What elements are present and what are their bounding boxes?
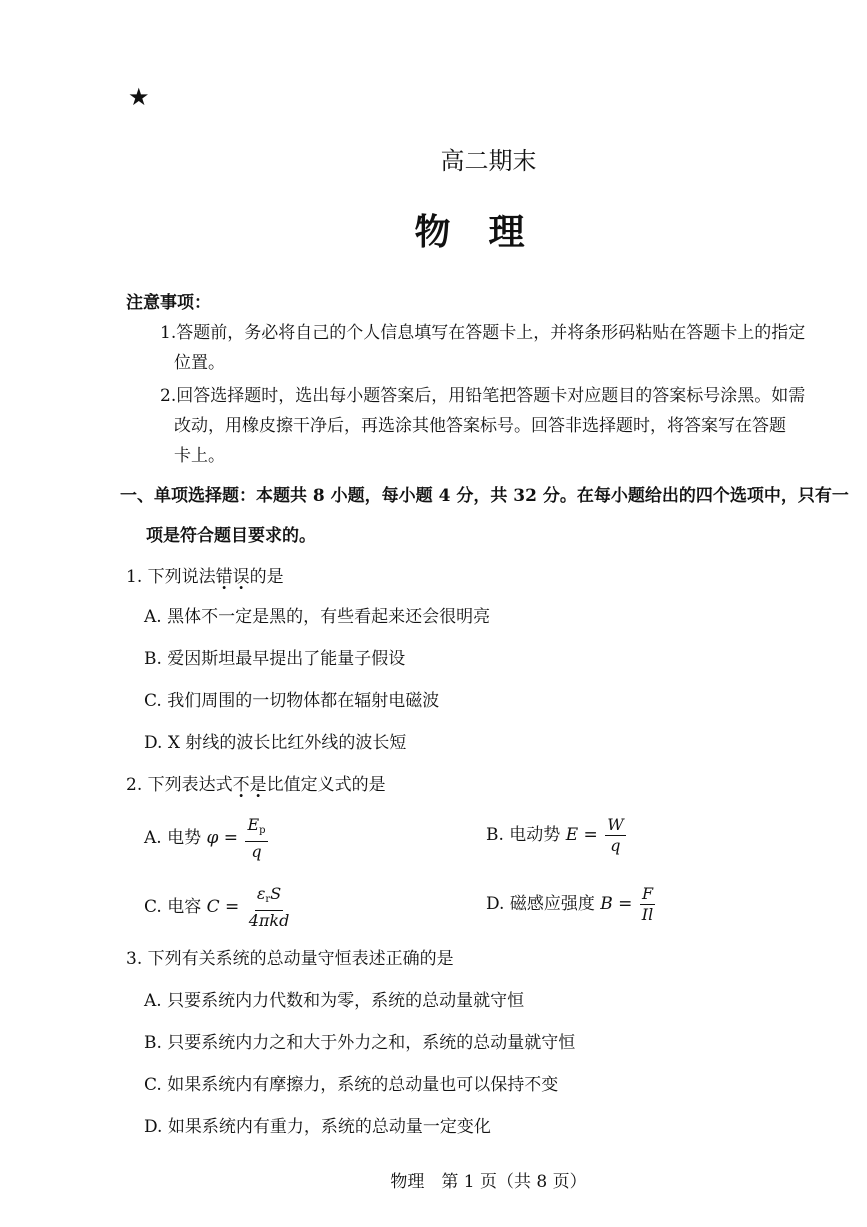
option-label: D. 磁感应强度 xyxy=(486,894,595,914)
question-2-option-c xyxy=(144,884,293,931)
notice-item-num: 2. xyxy=(160,386,177,406)
emphasis-dots xyxy=(233,775,267,795)
notice-item-line: 卡上。 xyxy=(174,446,225,466)
denominator: Il xyxy=(641,905,654,924)
notice-item-num: 1. xyxy=(160,323,177,343)
notice-item-line: 答题前，务必将自己的个人信息填写在答题卡上，并将条形码粘贴在答题卡上的指定 xyxy=(176,323,806,343)
question-1-option-a: A. 黑体不一定是黑的，有些看起来还会很明亮 xyxy=(144,607,491,627)
option-label: C. 电容 xyxy=(144,897,202,917)
subject-title: 物理 xyxy=(414,211,563,253)
notice-title: 注意事项： xyxy=(126,293,211,313)
question-2-stem xyxy=(126,772,386,798)
numerator: W xyxy=(607,815,624,834)
formula-fraction xyxy=(605,815,625,856)
question-3-option-d: D. 如果系统内有重力，系统的总动量一定变化 xyxy=(144,1117,491,1137)
stem-text: 2. 下列表达式 xyxy=(126,775,233,795)
formula-lhs: φ = xyxy=(206,828,239,848)
option-label: B. 电动势 xyxy=(486,825,561,845)
formula-fraction xyxy=(640,884,655,925)
numerator: E xyxy=(247,815,260,834)
emphasized-char: 错 xyxy=(215,567,233,587)
question-1-option-b: B. 爱因斯坦最早提出了能量子假设 xyxy=(144,649,406,669)
numerator: F xyxy=(641,884,654,903)
numerator: ε xyxy=(256,884,266,903)
notice-item-2 xyxy=(160,381,860,471)
emphasized-char: 是 xyxy=(249,775,267,795)
question-1-option-c: C. 我们周围的一切物体都在辐射电磁波 xyxy=(144,691,440,711)
numerator: S xyxy=(270,884,282,903)
option-label: A. 电势 xyxy=(144,828,202,848)
formula-lhs: B = xyxy=(600,894,633,914)
question-2-option-b xyxy=(486,815,628,856)
denominator: q xyxy=(610,836,621,855)
formula-fraction xyxy=(245,815,267,862)
page-footer: 物理 第 1 页（共 8 页） xyxy=(390,1172,587,1192)
question-3-option-b: B. 只要系统内力之和大于外力之和，系统的总动量就守恒 xyxy=(144,1033,576,1053)
denominator: 4πkd xyxy=(248,911,290,930)
denominator: q xyxy=(251,842,262,861)
question-3-option-c: C. 如果系统内有摩擦力，系统的总动量也可以保持不变 xyxy=(144,1075,559,1095)
notice-item-1 xyxy=(160,318,860,378)
notice-item-line: 回答选择题时，选出每小题答案后，用铅笔把答题卡对应题目的答案标号涂黑。如需 xyxy=(176,386,806,406)
formula-fraction xyxy=(247,884,292,931)
stem-text: 1. 下列说法 xyxy=(126,567,216,587)
notice-item-line: 位置。 xyxy=(174,353,225,373)
star-mark: ★ xyxy=(128,83,150,111)
formula-lhs: E = xyxy=(565,825,598,845)
formula-lhs: C = xyxy=(206,897,240,917)
section-heading-line-1: 一、单项选择题：本题共 8 小题，每小题 4 分，共 32 分。在每小题给出的四个选项中，只有一 xyxy=(120,486,849,506)
question-2-option-d xyxy=(486,884,657,925)
question-1-stem xyxy=(126,564,284,590)
subscript: r xyxy=(265,894,271,905)
emphasis-dots xyxy=(216,567,250,587)
notice-item-line: 改动，用橡皮擦干净后，再选涂其他答案标号。回答非选择题时，将答案写在答题 xyxy=(174,416,786,436)
question-2-option-a xyxy=(144,815,270,862)
question-1-option-d: D. X 射线的波长比红外线的波长短 xyxy=(144,733,407,753)
stem-text: 比值定义式的是 xyxy=(266,775,386,795)
stem-text: 的是 xyxy=(249,567,284,587)
section-heading-line-2: 项是符合题目要求的。 xyxy=(146,526,316,546)
emphasized-char: 误 xyxy=(232,567,250,587)
subscript: p xyxy=(259,825,266,836)
exam-title: 高二期末 xyxy=(440,147,537,175)
question-3-stem: 3. 下列有关系统的总动量守恒表述正确的是 xyxy=(126,949,454,969)
emphasized-char: 不 xyxy=(232,775,250,795)
question-3-option-a: A. 只要系统内力代数和为零，系统的总动量就守恒 xyxy=(144,991,525,1011)
